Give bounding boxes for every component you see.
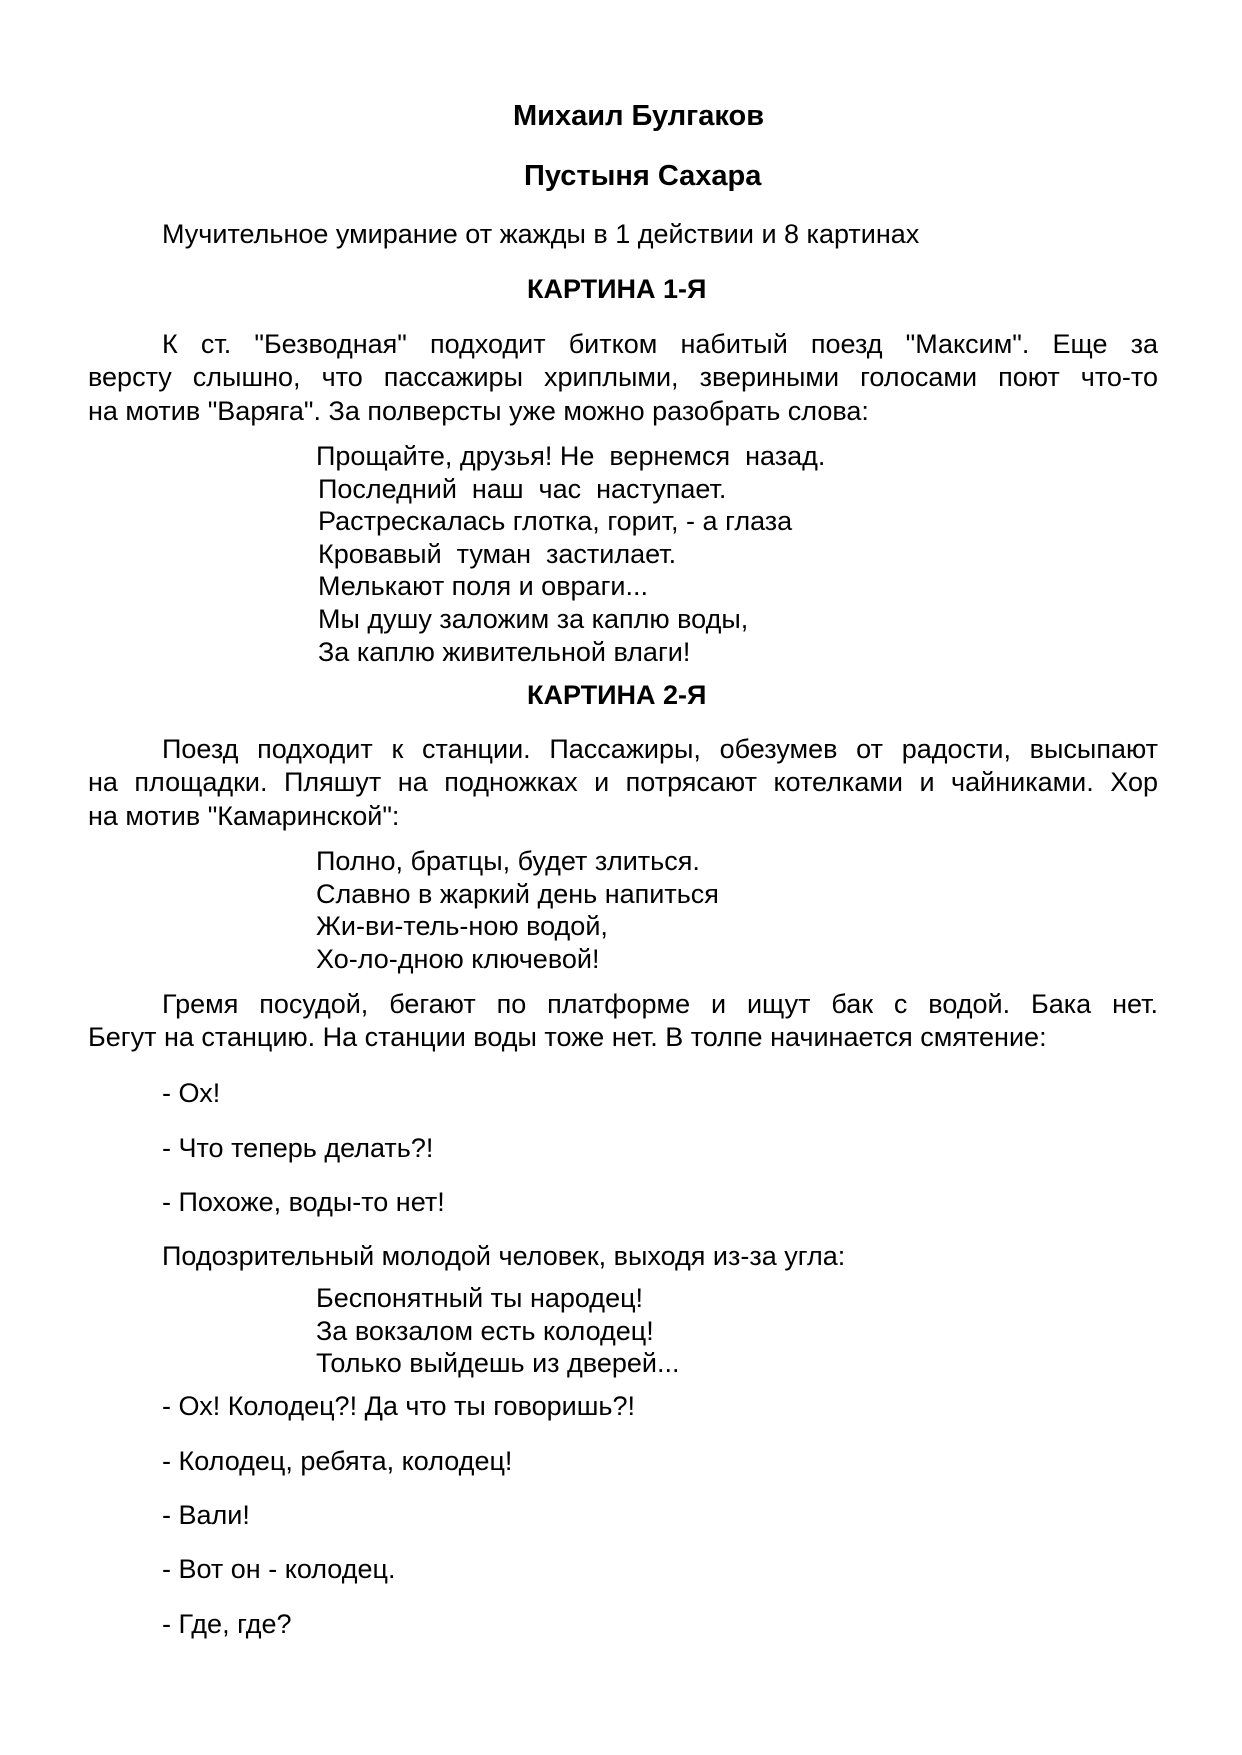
cry-line: - Колодец, ребята, колодец!	[162, 1446, 513, 1476]
verse-line: Мы душу заложим за каплю воды,	[318, 604, 749, 634]
verse-line: За каплю живительной влаги!	[318, 637, 691, 667]
play-subtitle: Мучительное умирание от жажды в 1 действии и 8 картинах	[162, 219, 920, 249]
paragraph-line: Поезд подходит к станции. Пассажиры, обезумев от радости, высыпают	[162, 734, 1158, 764]
verse-line: Славно в жаркий день напиться	[316, 879, 719, 909]
verse-line: За вокзалом есть колодец!	[316, 1316, 654, 1346]
paragraph-line: версту слышно, что пассажиры хриплыми, звериными голосами поют что-то	[88, 362, 1158, 392]
cry-line: - Вот он - колодец.	[162, 1554, 396, 1584]
paragraph-line: Гремя посудой, бегают по платформе и ищут бак с водой. Бака нет.	[162, 989, 1158, 1019]
verse-line: Беспонятный ты народец!	[316, 1283, 644, 1313]
verse-line: Мелькают поля и овраги...	[318, 571, 649, 601]
cry-line: - Где, где?	[162, 1609, 292, 1639]
paragraph-line: К ст. "Безводная" подходит битком набитый поезд "Максим". Еще за	[162, 329, 1158, 359]
scene-2-heading: КАРТИНА 2-Я	[527, 680, 707, 710]
verse-line: Только выйдешь из дверей...	[316, 1348, 680, 1378]
author-name: Михаил Булгаков	[513, 100, 765, 132]
play-title: Пустыня Сахара	[524, 160, 762, 192]
paragraph-line: на мотив "Камаринской":	[88, 801, 400, 831]
verse-line: Хо-ло-дною ключевой!	[316, 944, 600, 974]
scene-1-heading: КАРТИНА 1-Я	[527, 274, 707, 304]
cry-line: - Что теперь делать?!	[162, 1133, 434, 1163]
stranger-intro: Подозрительный молодой человек, выходя из-за угла:	[162, 1241, 846, 1271]
verse-line: Последний наш час наступает.	[318, 474, 727, 504]
verse-line: Прощайте, друзья! Не вернемся назад.	[316, 441, 826, 471]
verse-line: Кровавый туман застилает.	[318, 539, 677, 569]
verse-line: Полно, братцы, будет злиться.	[316, 846, 700, 876]
cry-line: - Ох! Колодец?! Да что ты говоришь?!	[162, 1391, 635, 1421]
paragraph-line: на площадки. Пляшут на подножках и потрясают котелками и чайниками. Хор	[88, 767, 1158, 797]
verse-line: Растрескалась глотка, горит, - а глаза	[318, 506, 793, 536]
cry-line: - Вали!	[162, 1500, 250, 1530]
paragraph-line: Бегут на станцию. На станции воды тоже нет. В толпе начинается смятение:	[88, 1022, 1047, 1052]
cry-line: - Ох!	[162, 1078, 221, 1108]
cry-line: - Похоже, воды-то нет!	[162, 1187, 445, 1217]
verse-line: Жи-ви-тель-ною водой,	[316, 911, 608, 941]
paragraph-line: на мотив "Варяга". За полверсты уже можно разобрать слова:	[88, 396, 869, 426]
